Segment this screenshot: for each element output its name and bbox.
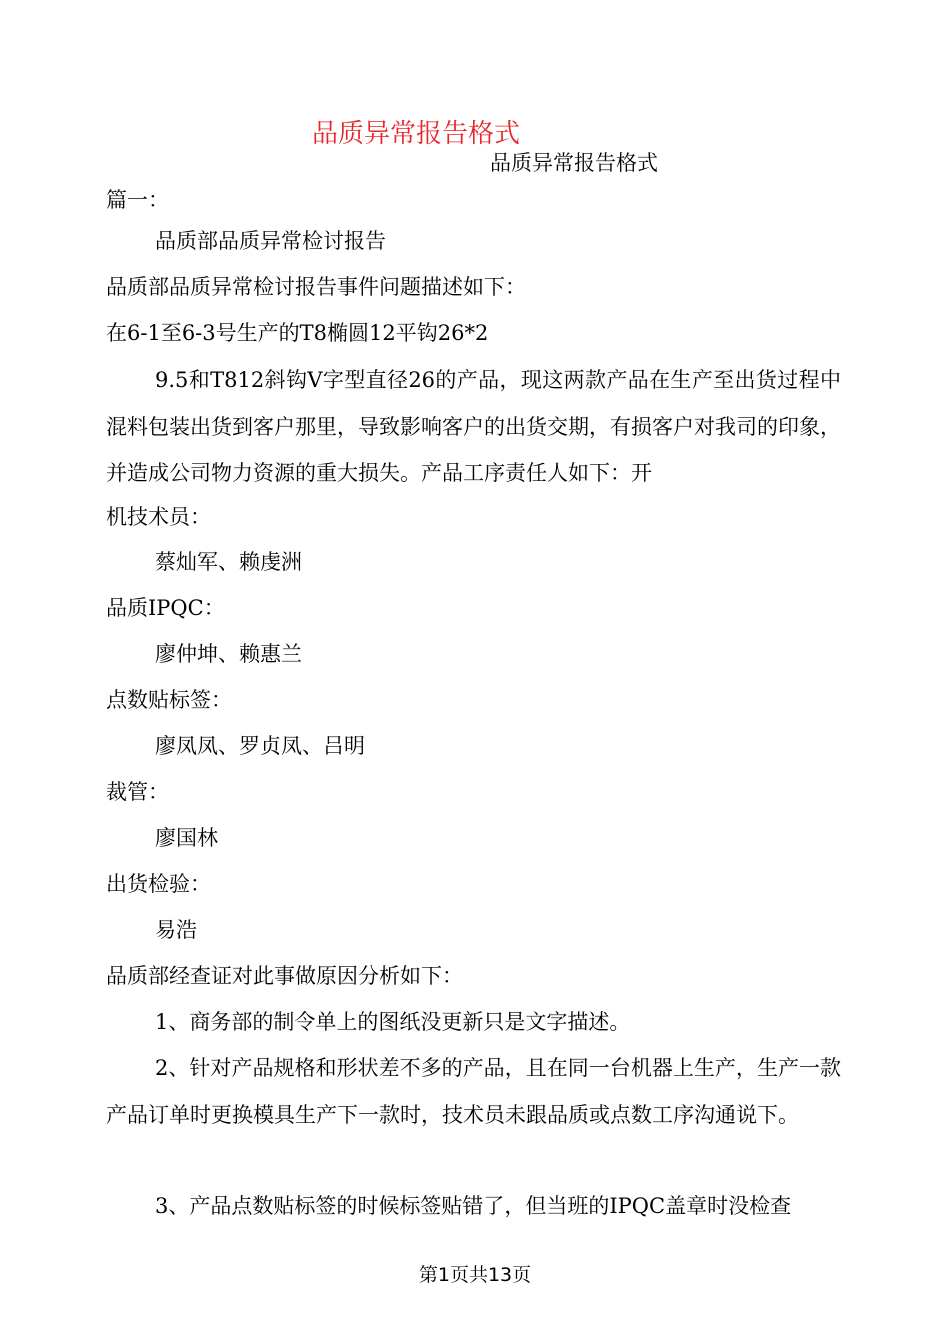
cause-item: 3、产品点数贴标签的时候标签贴错了，但当班的IPQC盖章时没检查: [155, 1194, 792, 1218]
role-label: 出货检验：: [106, 872, 211, 896]
cause-item: 2、针对产品规格和形状差不多的产品，且在同一台机器上生产，生产一款产品订单时更换模具生产下一款时，技术员未跟品质或点数工序沟通说下。: [106, 1056, 841, 1127]
role-names: 蔡灿军、赖虔洲: [155, 550, 302, 574]
event-paragraph: [106, 357, 841, 497]
document-title: 品质异常报告格式: [312, 119, 521, 149]
cause-item: 1、商务部的制令单上的图纸没更新只是文字描述。: [155, 1010, 631, 1034]
role-names: 廖仲坤、赖惠兰: [155, 642, 302, 666]
role-label: 裁管：: [106, 780, 169, 804]
role-label: 品质IPQC：: [106, 596, 225, 620]
page-footer: 第1页共13页: [418, 1264, 532, 1286]
description-intro: 品质部品质异常检讨报告事件问题描述如下：: [106, 275, 526, 299]
role-names: 廖凤凤、罗贞凤、吕明: [155, 734, 365, 758]
role-label: 机技术员：: [106, 505, 211, 529]
event-paragraph-text: 9.5和T812斜钩V字型直径26的产品，现这两款产品在生产至出货过程中混料包装出货到客户那里，导致影响客户的出货交期，有损客户对我司的印象，并造成公司物力资源的重大损失。产品工序责任人如下：开: [106, 368, 841, 485]
event-line: 在6-1至6-3号生产的T8椭圆12平钩26*2: [106, 321, 489, 345]
analysis-intro: 品质部经查证对此事做原因分析如下：: [106, 964, 463, 988]
section-label: 篇一：: [106, 188, 169, 212]
document-subtitle: 品质异常报告格式: [490, 151, 658, 175]
role-label: 点数贴标签：: [106, 688, 232, 712]
role-names: 易浩: [155, 918, 197, 942]
report-name: 品质部品质异常检讨报告: [155, 229, 386, 253]
role-names: 廖国林: [155, 826, 218, 850]
